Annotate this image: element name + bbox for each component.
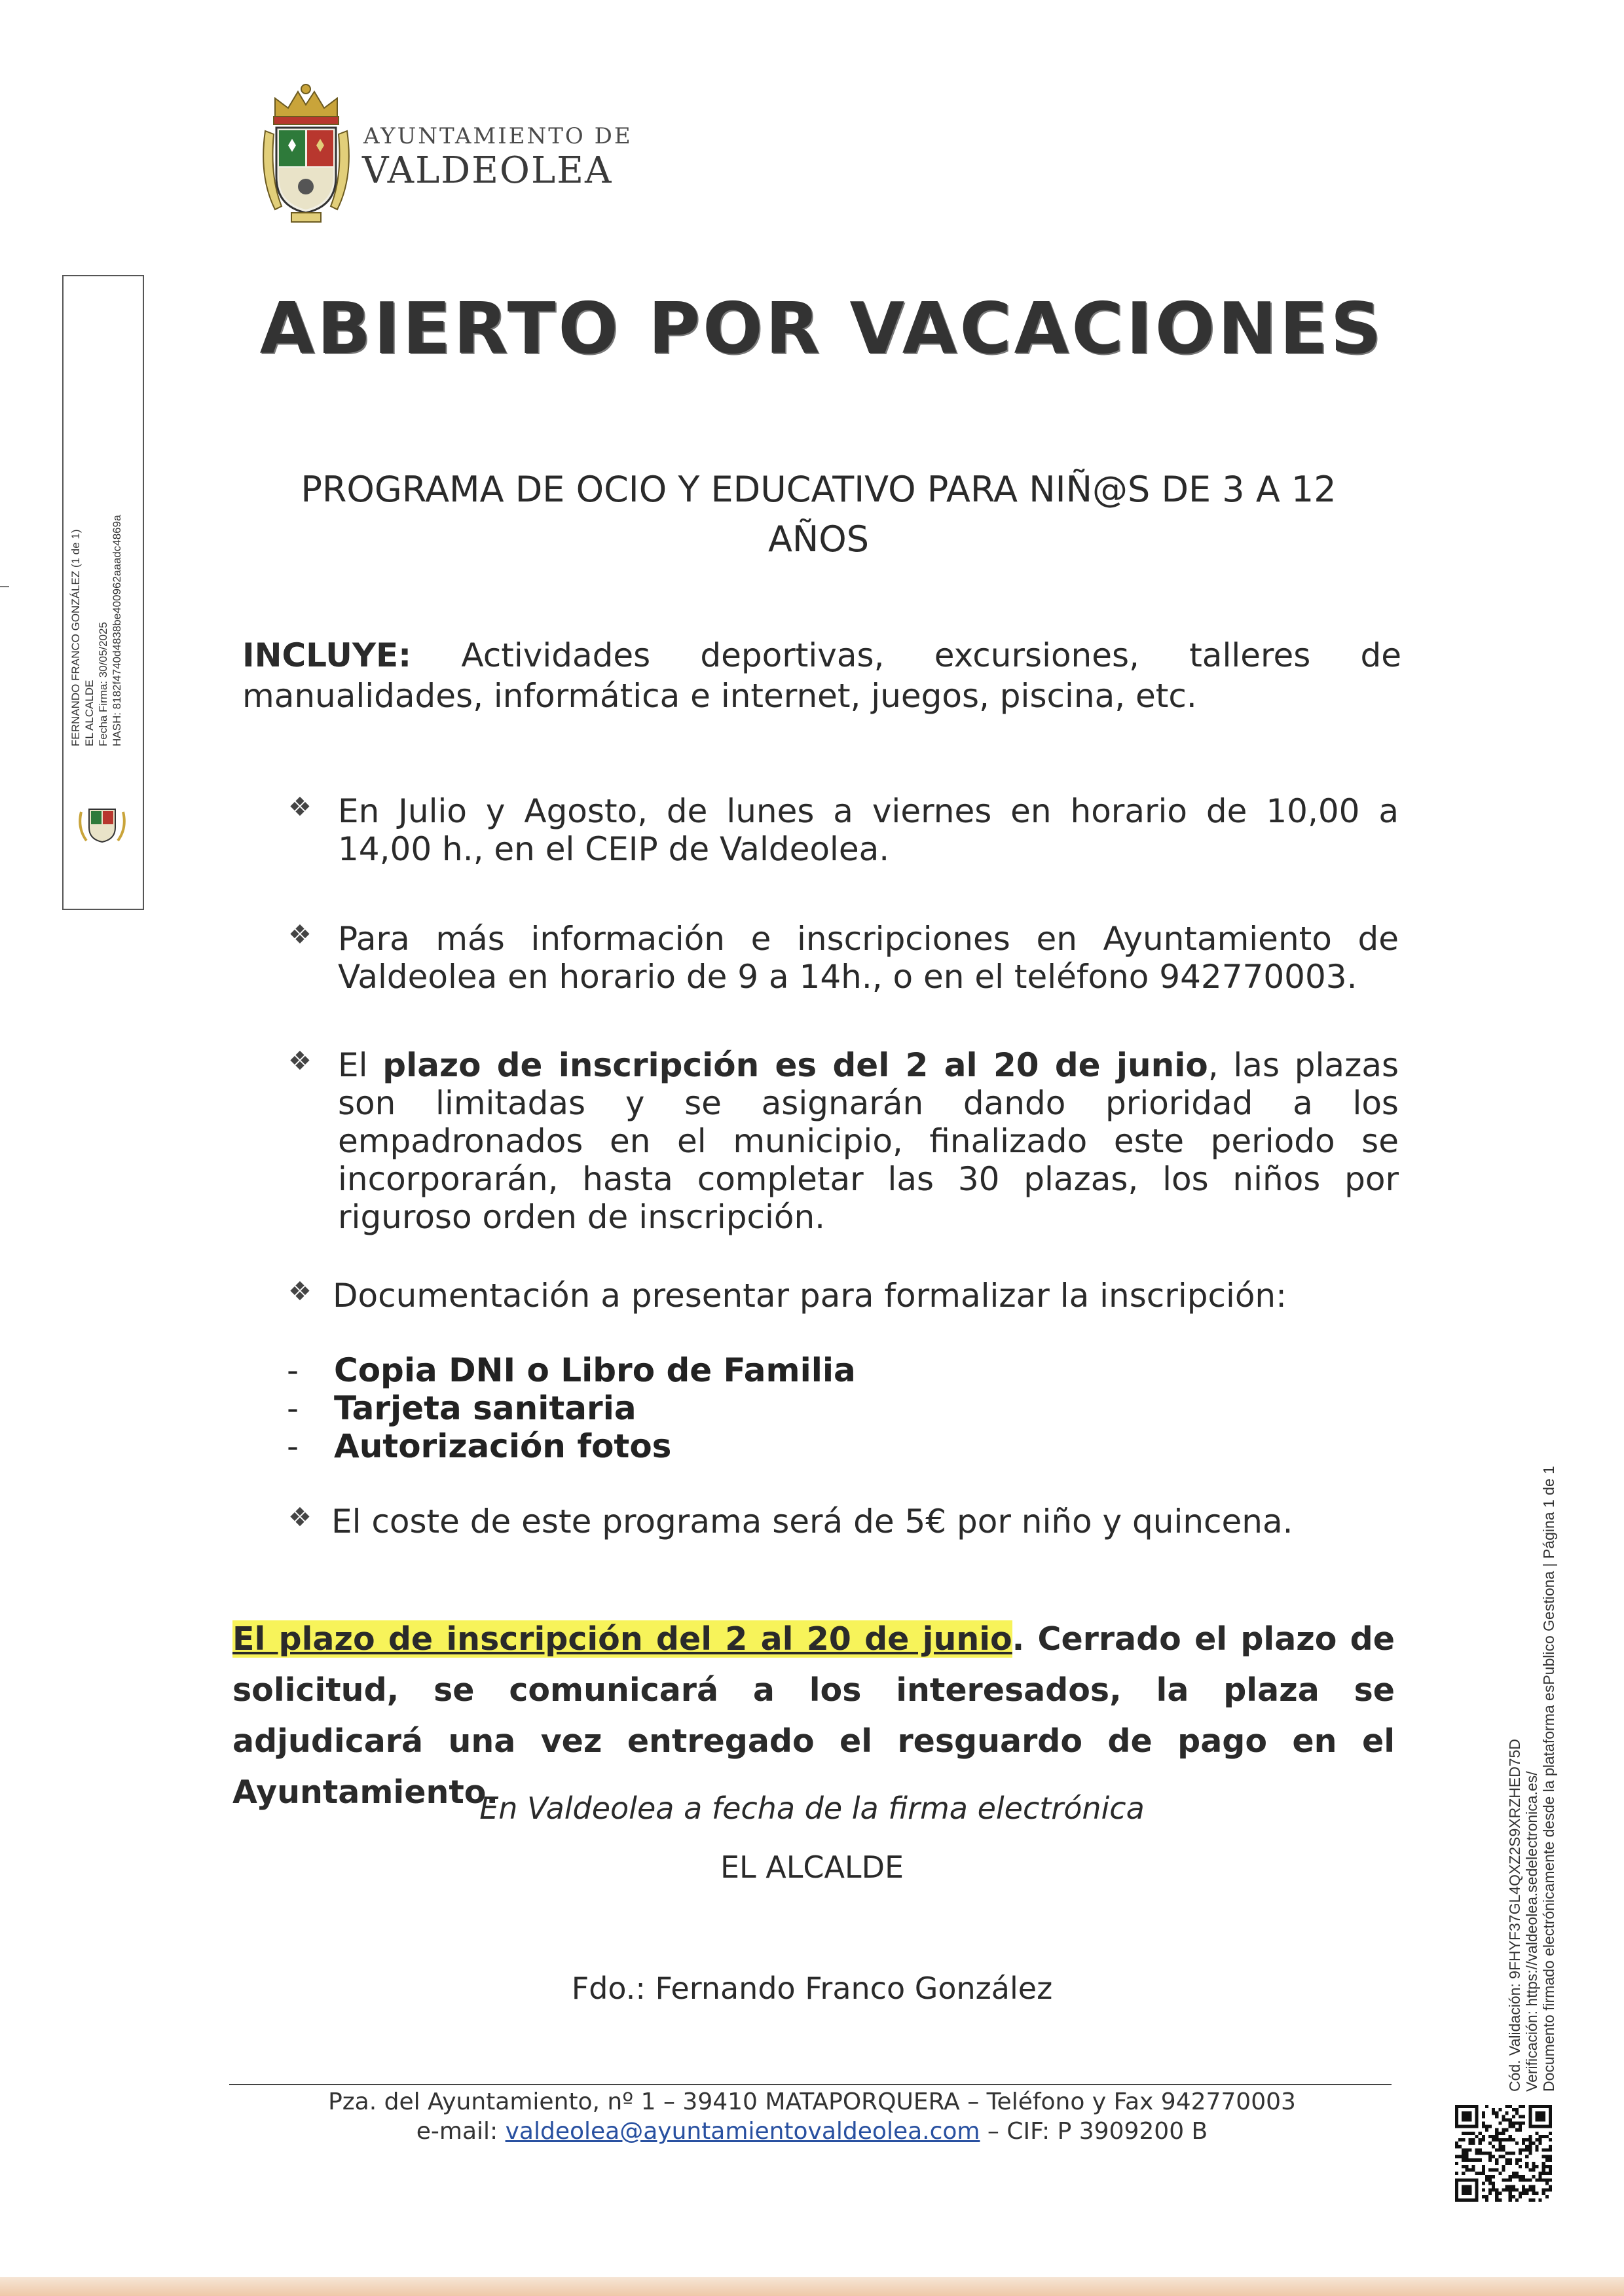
bullet-text-post: , las plazas son limitadas y se asignarán dando prioridad a los empadronados en el municipio, finalizado este periodo se incorporarán, hasta completar las 30 plazas, los niños por riguroso orden de inscripción. <box>338 1046 1399 1236</box>
includes-label: INCLUYE: <box>242 636 412 674</box>
coat-of-arms-icon <box>262 79 350 226</box>
bullet-text: El coste de este programa será de 5€ por niño y quincena. <box>331 1503 1293 1540</box>
document-label: Copia DNI o Libro de Familia <box>334 1351 856 1389</box>
bullet-text <box>338 1046 1399 1236</box>
signature-stamp-text <box>69 515 124 746</box>
validation-text <box>1506 1466 1557 2092</box>
page-title: ABIERTO POR VACACIONES <box>259 288 1384 370</box>
place-and-date: En Valdeolea a fecha de la firma electrónica <box>479 1791 1145 1826</box>
bullet-text: Documentación a presentar para formalizar la inscripción: <box>333 1277 1287 1315</box>
closing-paragraph <box>232 1614 1395 1818</box>
subtitle <box>249 465 1388 564</box>
verification-url[interactable]: Verificación: https://valdeolea.sedelectronica.es/ <box>1523 1771 1540 2092</box>
bullet-diamond-icon: ❖ <box>288 1277 312 1307</box>
bullet-diamond-icon: ❖ <box>288 1046 312 1076</box>
footer-address: Pza. del Ayuntamiento, nº 1 – 39410 MATAPORQUERA – Teléfono y Fax 942770003 <box>328 2088 1296 2115</box>
document-label: Autorización fotos <box>334 1427 672 1465</box>
email-prefix: e-mail: <box>416 2118 506 2145</box>
highlighted-deadline: El plazo de inscripción del 2 al 20 de junio <box>232 1620 1012 1658</box>
bullet-diamond-icon: ❖ <box>288 792 312 822</box>
seal-icon <box>77 805 127 843</box>
subtitle-line2: AÑOS <box>767 519 870 560</box>
stamp-line: HASH: 8182f4740d4838be400962aaadc4869a <box>111 515 123 746</box>
subtitle-line1: PROGRAMA DE OCIO Y EDUCATIVO PARA NIÑ@S DE 3 A 12 <box>301 469 1337 510</box>
stamp-line: EL ALCALDE <box>83 680 96 746</box>
platform-note: Documento firmado electrónicamente desde la plataforma esPublico Gestiona | Página 1 de 1 <box>1540 1466 1557 2092</box>
bullet-text-pre: El <box>338 1046 383 1084</box>
registration-period-bold: plazo de inscripción es del 2 al 20 de junio <box>382 1046 1208 1084</box>
margin-mark <box>0 586 9 587</box>
stamp-line: FERNANDO FRANCO GONZÁLEZ (1 de 1) <box>69 529 82 746</box>
validation-code: Cód. Validación: 9FHYF37GL4QXZ2S9XRZHED75D <box>1506 1738 1523 2092</box>
qr-code-icon <box>1455 2105 1552 2202</box>
organization-name: VALDEOLEA <box>362 149 613 192</box>
stamp-line: Fecha Firma: 30/05/2025 <box>97 622 109 746</box>
email-link[interactable]: valdeolea@ayuntamientovaldeolea.com <box>505 2118 980 2145</box>
document-label: Tarjeta sanitaria <box>334 1389 637 1427</box>
scan-edge <box>0 2277 1624 2296</box>
signer-name: Fdo.: Fernando Franco González <box>571 1971 1053 2006</box>
bullet-diamond-icon: ❖ <box>288 920 312 950</box>
includes-paragraph <box>242 635 1401 716</box>
closing-text: . Cerrado el plazo de solicitud, se comunicará a los interesados, la plaza se adjudicará una vez entregado el resguardo de pago en el Ayuntamiento. <box>232 1620 1395 1811</box>
signer-role: EL ALCALDE <box>720 1850 904 1885</box>
dash-marker: - <box>287 1427 299 1465</box>
includes-text: Actividades deportivas, excursiones, talleres de manualidades, informática e internet, juegos, piscina, etc. <box>242 636 1401 715</box>
footer-divider <box>229 2084 1392 2085</box>
footer-contact <box>0 2118 1624 2145</box>
bullet-diamond-icon: ❖ <box>288 1503 312 1533</box>
dash-marker: - <box>287 1389 299 1427</box>
bullet-text: Para más información e inscripciones en Ayuntamiento de Valdeolea en horario de 9 a 14h., o en el teléfono 942770003. <box>338 920 1399 996</box>
organization-line1: AYUNTAMIENTO DE <box>363 123 633 149</box>
bullet-text: En Julio y Agosto, de lunes a viernes en horario de 10,00 a 14,00 h., en el CEIP de Valdeolea. <box>338 792 1399 868</box>
dash-marker: - <box>287 1351 299 1389</box>
footer-cif: – CIF: P 3909200 B <box>980 2118 1208 2145</box>
